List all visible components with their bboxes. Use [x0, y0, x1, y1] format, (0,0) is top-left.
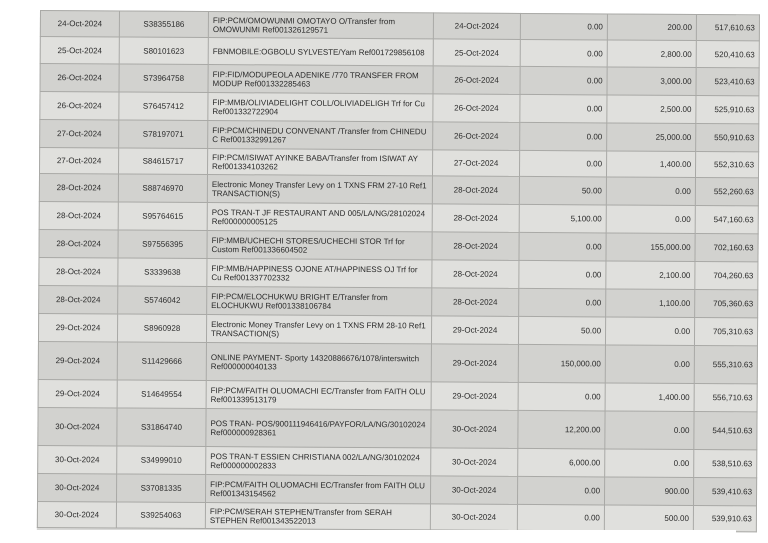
row-debit: 0.00	[520, 39, 607, 67]
row-balance: 702,160.63	[695, 234, 758, 262]
row-reference: S38355186	[119, 11, 208, 38]
row-description: FBNMOBILE:OGBOLU SYLVESTE/Yam Ref001729856108	[208, 38, 433, 66]
transaction-row	[37, 473, 756, 505]
row-description: POS TRAN-T JF RESTAURANT AND 005/LA/NG/28102024 Ref000000005125	[207, 203, 432, 232]
row-debit: 5,100.00	[519, 204, 606, 233]
row-value-date: 28-Oct-2024	[432, 288, 519, 317]
row-credit: 900.00	[604, 477, 693, 506]
row-date: 29-Oct-2024	[38, 341, 117, 379]
row-description: POS TRAN-T ESSIEN CHRISTIANA 002/LA/NG/30102024 Ref000000002833	[206, 447, 431, 476]
row-balance: 539,910.63	[693, 506, 756, 532]
row-date: 30-Oct-2024	[37, 473, 116, 501]
row-balance: 705,360.63	[695, 290, 758, 318]
row-reference: S95764615	[118, 202, 207, 231]
row-description: Electronic Money Transfer Levy on 1 TXNS FRM 28-10 Ref1 TRANSACTION(S)	[206, 315, 431, 344]
row-credit: 1,400.00	[605, 383, 694, 412]
row-date: 25-Oct-2024	[40, 37, 119, 64]
row-credit: 2,500.00	[607, 95, 696, 124]
row-reference: S37081335	[116, 474, 205, 503]
row-description: FIP:MMB/HAPPINESS OJONE AT/HAPPINESS OJ Trf for Cu Ref001337702332	[207, 259, 432, 288]
row-value-date: 30-Oct-2024	[430, 504, 517, 531]
row-reference: S76457412	[119, 92, 208, 121]
row-date: 30-Oct-2024	[38, 407, 117, 445]
row-credit: 25,000.00	[607, 123, 696, 152]
transaction-row	[38, 379, 757, 411]
row-debit: 6,000.00	[518, 448, 605, 477]
row-reference: S80101623	[119, 37, 208, 65]
row-value-date: 28-Oct-2024	[432, 260, 519, 289]
row-description: FIP:MMB/UCHECHI STORES/UCHECHI STOR Trf for Custom Ref001336604502	[207, 231, 432, 260]
row-value-date: 25-Oct-2024	[433, 39, 520, 67]
row-credit: 0.00	[605, 317, 694, 346]
row-debit: 0.00	[517, 504, 604, 531]
transaction-row	[39, 257, 758, 289]
row-value-date: 30-Oct-2024	[431, 448, 518, 477]
row-balance: 525,910.63	[696, 96, 759, 124]
row-debit: 0.00	[520, 66, 607, 95]
row-credit: 0.00	[606, 205, 695, 234]
row-description: ONLINE PAYMENT- Sporty 14320886676/1078/interswitch Ref000000040133	[206, 343, 431, 382]
transaction-row	[40, 64, 759, 96]
row-credit: 0.00	[605, 449, 694, 478]
row-balance: 520,410.63	[696, 41, 759, 68]
row-balance: 704,260.63	[695, 262, 758, 290]
row-credit: 1,400.00	[606, 151, 695, 178]
row-reference: S88746970	[118, 174, 207, 203]
row-date: 24-Oct-2024	[40, 11, 119, 37]
row-balance: 555,310.63	[694, 346, 757, 384]
row-value-date: 28-Oct-2024	[432, 176, 519, 205]
row-date: 26-Oct-2024	[40, 64, 119, 92]
row-value-date: 26-Oct-2024	[433, 122, 520, 151]
transaction-row	[39, 285, 758, 317]
row-debit: 50.00	[518, 316, 605, 345]
row-credit: 2,100.00	[606, 261, 695, 290]
transaction-row	[39, 174, 758, 206]
row-date: 28-Oct-2024	[39, 229, 118, 257]
row-reference: S78197071	[119, 120, 208, 149]
row-balance: 550,910.63	[696, 124, 759, 152]
transaction-row	[40, 92, 759, 124]
row-balance: 705,310.63	[694, 318, 757, 346]
row-reference: S5746042	[118, 286, 207, 315]
transaction-row	[39, 201, 758, 233]
bank-statement-sheet	[37, 10, 755, 534]
transaction-table	[37, 10, 760, 532]
transaction-row	[38, 445, 757, 477]
row-value-date: 26-Oct-2024	[433, 66, 520, 95]
row-balance: 547,160.63	[695, 206, 758, 234]
row-value-date: 30-Oct-2024	[430, 476, 517, 505]
row-balance: 539,410.63	[693, 478, 756, 506]
row-credit: 0.00	[605, 345, 694, 384]
row-debit: 0.00	[517, 476, 604, 505]
row-reference: S84615717	[118, 148, 207, 175]
row-debit: 150,000.00	[518, 344, 605, 383]
row-value-date: 26-Oct-2024	[433, 94, 520, 123]
row-value-date: 29-Oct-2024	[431, 344, 518, 383]
transaction-row	[38, 313, 757, 345]
row-value-date: 28-Oct-2024	[432, 204, 519, 233]
row-description: FIP:PCM/CHINEDU CONVENANT /Transfer from CHINEDU C Ref001332991267	[208, 121, 433, 150]
row-credit: 3,000.00	[607, 67, 696, 96]
row-debit: 0.00	[519, 260, 606, 289]
page-margin	[40, 530, 736, 543]
transaction-row	[40, 120, 759, 152]
row-value-date: 30-Oct-2024	[431, 410, 518, 449]
row-date: 30-Oct-2024	[38, 445, 117, 473]
row-reference: S73964758	[119, 64, 208, 93]
row-date: 28-Oct-2024	[39, 174, 118, 202]
row-debit: 0.00	[520, 94, 607, 123]
row-balance: 552,260.63	[695, 178, 758, 206]
row-balance: 517,610.63	[696, 15, 759, 41]
row-value-date: 29-Oct-2024	[431, 316, 518, 345]
row-date: 27-Oct-2024	[40, 120, 119, 148]
transaction-row	[38, 341, 757, 383]
row-value-date: 28-Oct-2024	[432, 232, 519, 261]
row-value-date: 29-Oct-2024	[431, 382, 518, 411]
row-debit: 0.00	[519, 232, 606, 261]
row-description: FIP:PCM/SERAH STEPHEN/Transfer from SERAH STEPHEN Ref001343522013	[205, 503, 430, 530]
row-balance: 556,710.63	[694, 384, 757, 412]
row-date: 30-Oct-2024	[37, 501, 116, 527]
row-description: FIP:PCM/ISIWAT AYINKE BABA/Transfer from ISIWAT AY Ref001334103262	[207, 149, 432, 176]
row-reference: S3339638	[118, 258, 207, 287]
transaction-row	[38, 407, 757, 449]
row-debit: 0.00	[518, 382, 605, 411]
row-debit: 50.00	[519, 176, 606, 205]
row-date: 26-Oct-2024	[40, 92, 119, 120]
row-date: 28-Oct-2024	[39, 257, 118, 285]
row-reference: S39254063	[116, 502, 205, 529]
transaction-row	[39, 229, 758, 261]
row-description: FIP:FID/MODUPEOLA ADENIKE /770 TRANSFER FROM MODUP Ref001332285463	[208, 65, 433, 94]
row-reference: S34999010	[117, 446, 206, 475]
row-credit: 200.00	[607, 14, 696, 41]
row-description: FIP:MMB/OLIVIADELIGHT COLL/OLIVIADELIGH Trf for Cu Ref001332722904	[208, 93, 433, 122]
row-balance: 538,510.63	[694, 450, 757, 478]
row-value-date: 24-Oct-2024	[433, 13, 520, 40]
row-date: 27-Oct-2024	[40, 148, 119, 174]
row-debit: 12,200.00	[518, 410, 605, 449]
row-date: 28-Oct-2024	[39, 285, 118, 313]
row-balance: 544,510.63	[694, 412, 757, 450]
row-debit: 0.00	[520, 122, 607, 151]
row-balance: 552,310.63	[695, 152, 758, 178]
transaction-row	[37, 501, 756, 531]
row-date: 29-Oct-2024	[38, 379, 117, 407]
row-reference: S14649554	[117, 380, 206, 409]
row-description: POS TRAN- POS/900111946416/PAYFOR/LA/NG/30102024 Ref000000928361	[206, 409, 431, 448]
row-description: FIP:PCM/FAITH OLUOMACHI EC/Transfer from FAITH OLU Ref001339513179	[206, 381, 431, 410]
row-date: 28-Oct-2024	[39, 201, 118, 229]
row-description: FIP:PCM/FAITH OLUOMACHI EC/Transfer from FAITH OLU Ref001343154562	[205, 475, 430, 504]
row-credit: 0.00	[606, 177, 695, 206]
transaction-rows	[37, 11, 759, 532]
row-description: FIP:PCM/OMOWUNMI OMOTAYO O/Transfer from OMOWUNMI Ref001326129571	[208, 12, 433, 39]
row-credit: 0.00	[605, 411, 694, 450]
row-reference: S31864740	[117, 408, 206, 447]
row-reference: S97556395	[118, 230, 207, 259]
row-credit: 500.00	[604, 505, 693, 532]
row-balance: 523,410.63	[696, 68, 759, 96]
row-reference: S11429666	[117, 342, 206, 381]
row-credit: 2,800.00	[607, 40, 696, 68]
row-description: Electronic Money Transfer Levy on 1 TXNS FRM 27-10 Ref1 TRANSACTION(S)	[207, 175, 432, 204]
row-reference: S8960928	[117, 314, 206, 343]
row-value-date: 27-Oct-2024	[432, 150, 519, 177]
row-debit: 0.00	[519, 150, 606, 177]
row-credit: 155,000.00	[606, 233, 695, 262]
row-date: 29-Oct-2024	[38, 313, 117, 341]
row-description: FIP:PCM/ELOCHUKWU BRIGHT E/Transfer from ELOCHUKWU Ref001338106784	[207, 287, 432, 316]
row-credit: 1,100.00	[606, 289, 695, 318]
row-debit: 0.00	[520, 13, 607, 40]
row-debit: 0.00	[519, 288, 606, 317]
